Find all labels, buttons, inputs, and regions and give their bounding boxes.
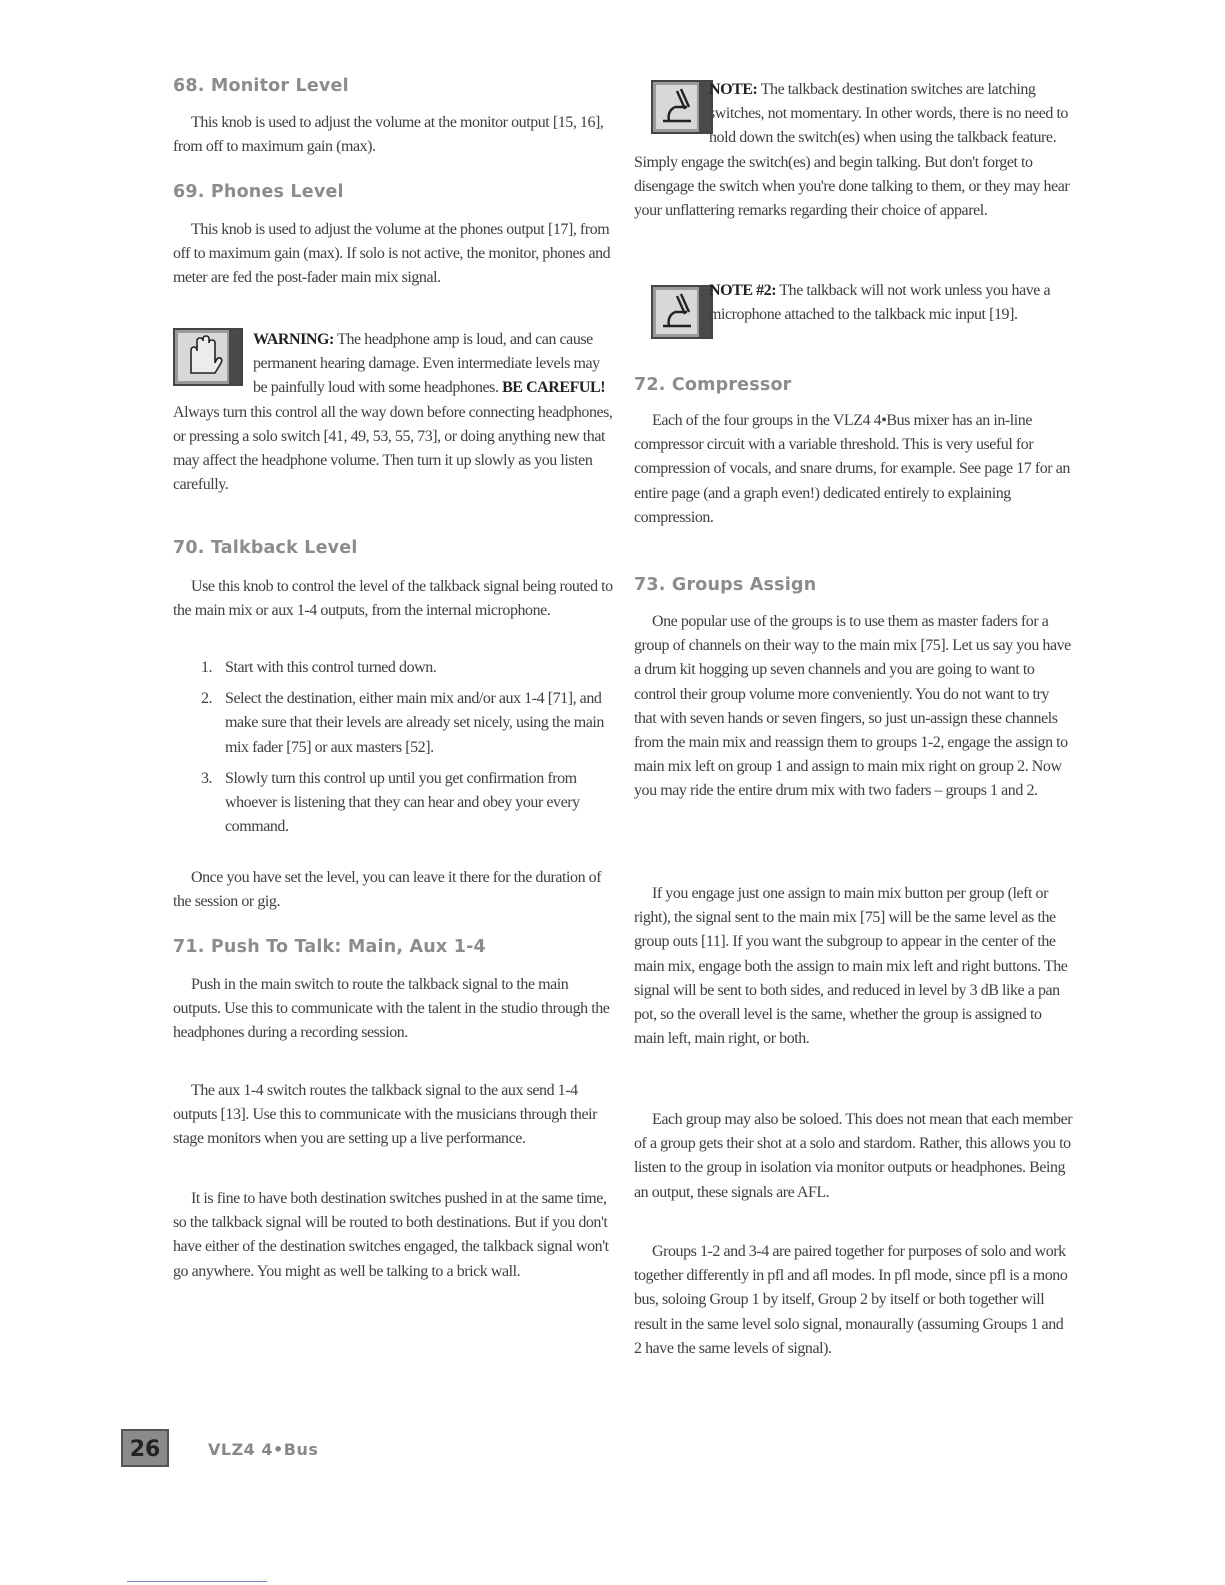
list-item: 3. Slowly turn this control up until you get confirmation from whoever is listening that they can hear and obey your every command. xyxy=(201,769,580,836)
section-heading-70: 70. Talkback Level xyxy=(173,538,358,558)
paragraph-72: Each of the four groups in the VLZ4 4•Bus mixer has an in-line compressor circuit with a variable threshold. This is very useful for compression of vocals, and snare drums, for example. See page 17 for an entire page (and a graph even!) dedicated entirely to explaining compression. xyxy=(634,412,1070,526)
section-heading-69: 69. Phones Level xyxy=(173,182,344,202)
note-2-text: The talkback will not work unless you have a microphone attached to the talkback mic input [19]. xyxy=(709,282,1051,324)
paragraph-71c: It is fine to have both destination switches pushed in at the same time, so the talkback signal will be routed to both destinations. But if you don't have either of the destination switches engaged, the talkback signal won't go anywhere. You might as well be talking to a brick wall. xyxy=(173,1190,609,1280)
paragraph-73b: If you engage just one assign to main mix button per group (left or right), the signal sent to the main mix [75] will be the same level as the group outs [11]. If you want the subgroup to appear in the center of the main mix, engage both the assign to main mix left and right buttons. The signal will be sent to both sides, and reduced in level by 3 dB like a pan pot, so the overall level is the same, whether the group is assigned to main left, main right, or both. xyxy=(634,885,1068,1048)
paragraph-73d: Groups 1-2 and 3-4 are paired together for purposes of solo and work together differently in pfl and afl modes. In pfl mode, since pfl is a mono bus, soloing Group 1 by itself, Group 2 by itself or both together will result in the same level solo signal, monaurally (assuming Groups 1 and 2 have the same levels of signal). xyxy=(634,1243,1068,1357)
warning-paragraph xyxy=(173,328,613,497)
page-edge-rule xyxy=(127,1581,267,1582)
paragraph-73a: One popular use of the groups is to use them as master faders for a group of channels on their way to the main mix [75]. Let us say you have a drum kit hogging up seven channels and you are going to want to control their group volume more conveniently. You do not want to try that with seven hands or seven fingers, so just un-assign these channels from the main mix and reassign them to groups 1-2, engage the assign to main mix left on group 1 and assign to main mix right on group 2. Now you may ride the entire drum mix with two faders – groups 1 and 2. xyxy=(634,613,1071,800)
paragraph-68: This knob is used to adjust the volume at the monitor output [15, 16], from off to maximum gain (max). xyxy=(173,114,604,156)
list-item: 2. Select the destination, either main mix and/or aux 1-4 [71], and make sure that their levels are already set nicely, using the main mix fader [75] or aux masters [52]. xyxy=(201,690,604,756)
paragraph-73c: Each group may also be soloed. This does not mean that each member of a group gets their shot at a solo and stardom. Rather, this allows you to listen to the group in isolation via monitor outputs or headphones. Being an output, these signals are AFL. xyxy=(634,1111,1073,1201)
talkback-steps-list xyxy=(173,656,613,839)
note-1-label: NOTE: xyxy=(709,81,758,98)
warning-text-2: Always turn this control all the way down before connecting headphones, or pressing a solo switch [41, 49, 53, 55, 73], or doing anything new that may affect the headphone volume. Then turn it up slowly as you listen carefully. xyxy=(173,403,613,494)
section-heading-71: 71. Push To Talk: Main, Aux 1-4 xyxy=(173,937,486,957)
footer-product-title: VLZ4 4•Bus xyxy=(208,1440,319,1459)
note-1-text: The talkback destination switches are latching switches, not momentary. In other words, there is no need to hold down the switch(es) when using the talkback feature. Simply engage the switch(es) and begin talking. But don't forget to disengage the switch when you're done talking to them, or they may hear your unflattering remarks regarding their choice of apparel. xyxy=(634,81,1070,220)
paragraph-71a: Push in the main switch to route the talkback signal to the main outputs. Use this to communicate with the talent in the studio through the headphones during a recording session. xyxy=(173,976,610,1042)
note-2-label: NOTE #2: xyxy=(709,282,777,299)
note-2-paragraph xyxy=(634,279,1074,347)
note-1-paragraph xyxy=(634,78,1074,223)
warning-text-1: The headphone amp is loud, and can cause permanent hearing damage. Even intermediate levels may be painfully loud with some headphones. xyxy=(253,331,600,397)
section-heading-73: 73. Groups Assign xyxy=(634,575,817,595)
paragraph-70b: Once you have set the level, you can leave it there for the duration of the session or gig. xyxy=(173,869,602,911)
paragraph-70: Use this knob to control the level of the talkback signal being routed to the main mix or aux 1-4 outputs, from the internal microphone. xyxy=(173,578,613,620)
warning-emphasis: BE CAREFUL! xyxy=(502,379,606,397)
list-item: 1. Start with this control turned down. xyxy=(201,659,437,676)
section-heading-68: 68. Monitor Level xyxy=(173,76,349,96)
paragraph-69: This knob is used to adjust the volume at the phones output [17], from off to maximum gain (max). If solo is not active, the monitor, phones and meter are fed the post-fader main mix signal. xyxy=(173,221,611,287)
page-number: 26 xyxy=(121,1429,169,1467)
warning-label: WARNING: xyxy=(253,331,334,348)
section-heading-72: 72. Compressor xyxy=(634,375,792,395)
paragraph-71b: The aux 1-4 switch routes the talkback signal to the aux send 1-4 outputs [13]. Use this to communicate with the musicians through their stage monitors when you are setting up a live performance. xyxy=(173,1082,597,1148)
